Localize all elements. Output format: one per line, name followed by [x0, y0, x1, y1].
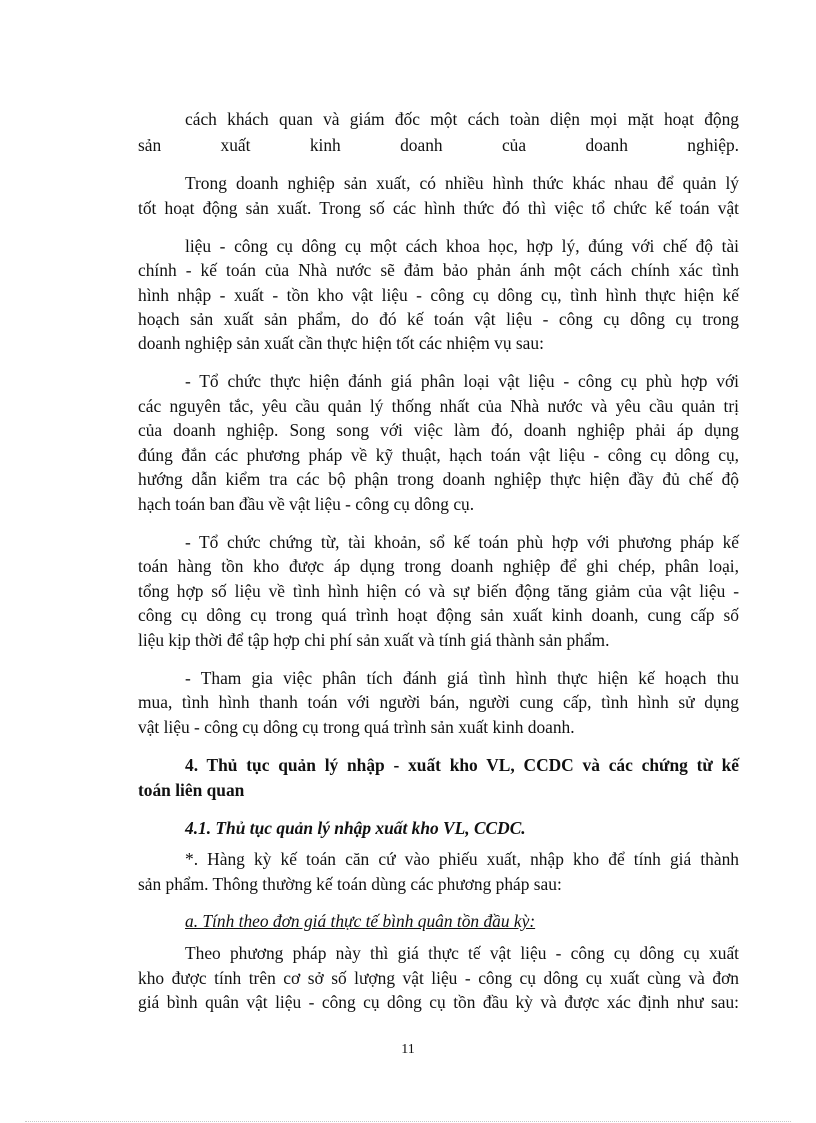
body-text-line: cách khách quan và giám đốc một cách toàn diện mọi mặt hoạt động: [185, 109, 739, 129]
body-text-line: công cụ dông cụ trong quá trình hoạt động sản xuất kinh doanh, cung cấp số: [138, 605, 739, 625]
body-text-line: của doanh nghiệp. Song song với việc làm đó, doanh nghiệp phải áp dụng: [138, 420, 739, 440]
page-number: 11: [401, 1042, 415, 1057]
subsection-heading: 4.1. Thủ tục quản lý nhập xuất kho VL, CCDC.: [185, 818, 526, 838]
body-text-line: - Tổ chức thực hiện đánh giá phân loại vật liệu - công cụ phù hợp với: [185, 371, 739, 391]
body-text-line: toán hàng tồn kho được áp dụng trong doanh nghiệp để ghi chép, phân loại,: [138, 556, 739, 576]
body-text-line: đúng đắn các phương pháp về kỹ thuật, hạch toán vật liệu - công cụ dông cụ,: [138, 445, 739, 465]
method-heading: a. Tính theo đơn giá thực tế bình quân tồn đầu kỳ:: [185, 911, 536, 931]
body-text-line: sản xuất kinh doanh của doanh nghiệp.: [138, 135, 739, 155]
body-text-line: hướng dẫn kiểm tra các bộ phận trong doanh nghiệp thực hiện đầy đủ chế độ: [138, 469, 739, 489]
body-text-line: - Tham gia việc phân tích đánh giá tình hình thực hiện kế hoạch thu: [185, 668, 739, 688]
body-text-line: chính - kế toán của Nhà nước sẽ đảm bảo phản ánh một cách chính xác tình: [138, 260, 739, 280]
section-heading: 4. Thủ tục quản lý nhập - xuất kho VL, CCDC và các chứng từ kế: [185, 755, 739, 775]
body-text-line: mua, tình hình thanh toán với người bán, người cung cấp, tình hình sử dụng: [138, 692, 739, 712]
body-text-line: hạch toán ban đầu về vật liệu - công cụ dông cụ.: [138, 494, 475, 514]
body-text-line: tốt hoạt động sản xuất. Trong số các hình thức đó thì việc tổ chức kế toán vật: [138, 198, 739, 218]
body-text-line: tổng hợp số liệu về tình hình hiện có và sự biến động tăng giảm của vật liệu -: [138, 581, 739, 601]
footer-divider: [25, 1121, 791, 1122]
body-text-line: Trong doanh nghiệp sản xuất, có nhiều hình thức khác nhau để quản lý: [185, 173, 739, 193]
body-text-line: vật liệu - công cụ dông cụ trong quá trình sản xuất kinh doanh.: [138, 717, 575, 737]
section-heading: toán liên quan: [138, 780, 245, 800]
body-text-line: Theo phương pháp này thì giá thực tế vật liệu - công cụ dông cụ xuất: [185, 943, 739, 963]
body-text-line: doanh nghiệp sản xuất cần thực hiện tốt các nhiệm vụ sau:: [138, 333, 544, 353]
body-text-line: hoạch sản xuất sản phẩm, do đó kế toán vật liệu - công cụ dông cụ trong: [138, 309, 739, 329]
body-text-line: các nguyên tắc, yêu cầu quản lý thống nhất của Nhà nước và yêu cầu quản trị: [138, 396, 739, 416]
body-text-line: *. Hàng kỳ kế toán căn cứ vào phiếu xuất, nhập kho để tính giá thành: [185, 849, 739, 869]
body-text-line: hình nhập - xuất - tồn kho vật liệu - công cụ dông cụ, tình hình thực hiện kế: [138, 285, 739, 305]
body-text-line: sản phẩm. Thông thường kế toán dùng các phương pháp sau:: [138, 874, 562, 894]
body-text-line: - Tổ chức chứng từ, tài khoản, sổ kế toán phù hợp với phương pháp kế: [185, 532, 739, 552]
body-text-line: giá bình quân vật liệu - công cụ dông cụ tồn đầu kỳ và được xác định như sau:: [138, 992, 739, 1012]
body-text-line: liệu - công cụ dông cụ một cách khoa học, hợp lý, đúng với chế độ tài: [185, 236, 739, 256]
body-text-line: liệu kịp thời để tập hợp chi phí sản xuất và tính giá thành sản phẩm.: [138, 630, 610, 650]
body-text-line: kho được tính trên cơ sở số lượng vật liệu - công cụ dông cụ xuất cùng và đơn: [138, 968, 739, 988]
